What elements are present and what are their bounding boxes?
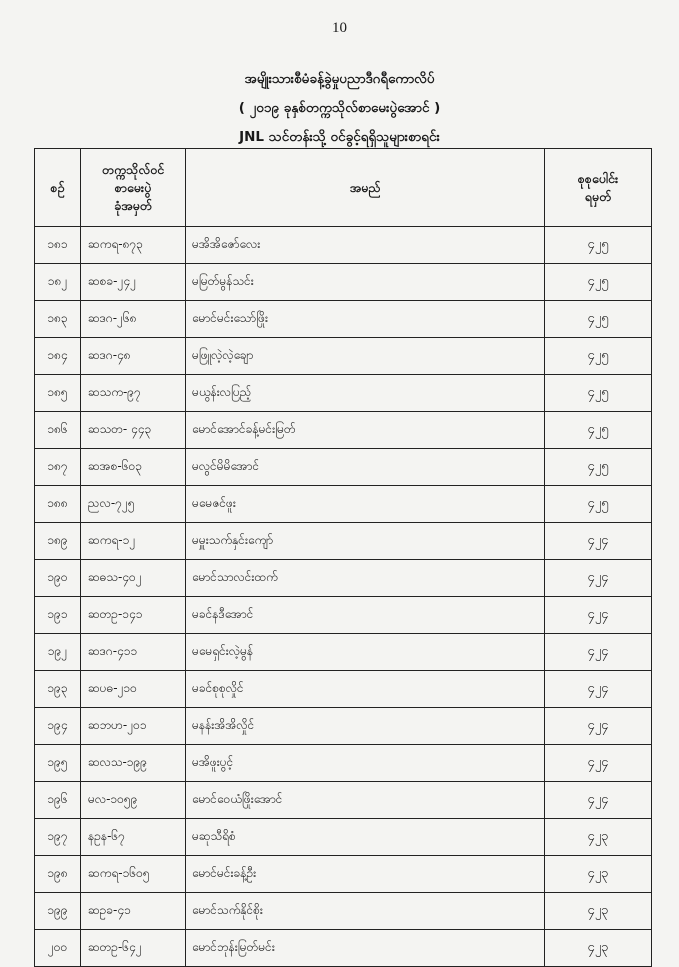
marks-value: ၄၂၅ bbox=[587, 310, 609, 326]
cell-name: မခင်စုစုလှိုင် bbox=[186, 671, 545, 708]
table-row bbox=[35, 227, 652, 264]
cell-roll-number: မလ-၁၀၅၉ bbox=[81, 782, 186, 819]
cell-serial-number: ၁၉၆ bbox=[35, 782, 81, 819]
cell-serial-number: ၁၈၁ bbox=[35, 227, 81, 264]
cell-name: မအိအိဇော်လေး bbox=[186, 227, 545, 264]
cell-total-marks bbox=[545, 375, 652, 412]
cell-total-marks bbox=[545, 486, 652, 523]
cell-name: မောင်ဝေယံဖြိုးအောင် bbox=[186, 782, 545, 819]
cell-name: မနန်းအိအိလှိုင် bbox=[186, 708, 545, 745]
cell-name: မယွန်းလပြည့် bbox=[186, 375, 545, 412]
marks-value: ၄၂၃ bbox=[587, 902, 609, 918]
cell-total-marks bbox=[545, 264, 652, 301]
table-row bbox=[35, 782, 652, 819]
cell-total-marks bbox=[545, 412, 652, 449]
table-row bbox=[35, 708, 652, 745]
cell-total-marks bbox=[545, 560, 652, 597]
table-row bbox=[35, 856, 652, 893]
cell-serial-number: ၁၈၇ bbox=[35, 449, 81, 486]
marks-value: ၄၂၅ bbox=[587, 384, 609, 400]
cell-name: မဆုသီရိစံ bbox=[186, 819, 545, 856]
header-roll-number bbox=[81, 149, 186, 227]
cell-name: မောင်သာလင်းထက် bbox=[186, 560, 545, 597]
table-row bbox=[35, 264, 652, 301]
cell-total-marks bbox=[545, 782, 652, 819]
document-title-line-3: JNL သင်တန်းသို့ ဝင်ခွင့်ရရှိသူများစာရင်း bbox=[239, 129, 440, 145]
cell-roll-number: ညလ-၇၂၅ bbox=[81, 486, 186, 523]
cell-roll-number: ဆတဥ-၆၄၂ bbox=[81, 930, 186, 967]
table-row bbox=[35, 301, 652, 338]
cell-serial-number: ၁၈၈ bbox=[35, 486, 81, 523]
table-body bbox=[35, 227, 652, 967]
cell-roll-number: ဆကရ-၁၆၀၅ bbox=[81, 856, 186, 893]
cell-roll-number: ဆဓသ-၄၀၂ bbox=[81, 560, 186, 597]
cell-serial-number: ၁၉၈ bbox=[35, 856, 81, 893]
cell-serial-number: ၁၉၉ bbox=[35, 893, 81, 930]
cell-roll-number: ဆသတ- ၄၄၃ bbox=[81, 412, 186, 449]
cell-total-marks bbox=[545, 338, 652, 375]
table-row bbox=[35, 486, 652, 523]
table-row bbox=[35, 597, 652, 634]
cell-name: မဖြူလဲ့လဲ့ချော bbox=[186, 338, 545, 375]
cell-name: မောင်မင်းခန့်ဦး bbox=[186, 856, 545, 893]
marks-value: ၄၂၄ bbox=[587, 532, 609, 548]
header-roll-line-3: ခုံအမှတ် bbox=[114, 197, 152, 213]
table-row bbox=[35, 560, 652, 597]
cell-name: မောင်အောင်ခန့်မင်းမြတ် bbox=[186, 412, 545, 449]
table-row bbox=[35, 412, 652, 449]
cell-total-marks bbox=[545, 671, 652, 708]
table-row bbox=[35, 930, 652, 967]
cell-name: မလွင်မိမိအောင် bbox=[186, 449, 545, 486]
document-title-line-1: အမျိုးသားစီမံခန့်ခွဲမှုပညာဒီဂရီကောလိပ် bbox=[244, 71, 435, 87]
marks-value: ၄၂၄ bbox=[587, 717, 609, 733]
cell-roll-number: ဆဒဂ-၄၁၁ bbox=[81, 634, 186, 671]
marks-value: ၄၂၅ bbox=[587, 347, 609, 363]
cell-roll-number: ဆကရ-၁၂ bbox=[81, 523, 186, 560]
table-row bbox=[35, 671, 652, 708]
cell-total-marks bbox=[545, 597, 652, 634]
marks-value: ၄၂၄ bbox=[587, 680, 609, 696]
cell-serial-number: ၁၈၅ bbox=[35, 375, 81, 412]
table-row bbox=[35, 634, 652, 671]
cell-roll-number: ဆဥခ-၄၁ bbox=[81, 893, 186, 930]
cell-serial-number: ၁၉၃ bbox=[35, 671, 81, 708]
cell-total-marks bbox=[545, 893, 652, 930]
cell-total-marks bbox=[545, 745, 652, 782]
cell-total-marks bbox=[545, 708, 652, 745]
cell-total-marks bbox=[545, 634, 652, 671]
results-table bbox=[34, 148, 652, 967]
header-roll-line-2: စာမေးပွဲ bbox=[114, 179, 152, 195]
cell-roll-number: ဆဘဟ-၂၀၁ bbox=[81, 708, 186, 745]
cell-roll-number: နဥန-၆၇ bbox=[81, 819, 186, 856]
document-title-line-2: ( ၂၀၁၉ ခုနှစ်တက္ကသိုလ်စာမေးပွဲအောင် ) bbox=[238, 100, 441, 116]
header-marks-line-1: စုစုပေါင်း bbox=[577, 170, 619, 186]
header-name: အမည် bbox=[186, 149, 545, 227]
cell-serial-number: ၁၉၄ bbox=[35, 708, 81, 745]
marks-value: ၄၂၃ bbox=[587, 939, 609, 955]
cell-name: မောင်ဘုန်းမြတ်မင်း bbox=[186, 930, 545, 967]
cell-roll-number: ဆတဥ-၁၄၁ bbox=[81, 597, 186, 634]
table-header-row bbox=[35, 149, 652, 227]
cell-roll-number: ဆဒဂ-၄၈ bbox=[81, 338, 186, 375]
cell-serial-number: ၁၉၂ bbox=[35, 634, 81, 671]
cell-total-marks bbox=[545, 523, 652, 560]
marks-value: ၄၂၅ bbox=[587, 273, 609, 289]
cell-name: မမေဇင်ဖူး bbox=[186, 486, 545, 523]
cell-serial-number: ၁၈၂ bbox=[35, 264, 81, 301]
page-number: 10 bbox=[332, 20, 347, 36]
marks-value: ၄၂၅ bbox=[587, 236, 609, 252]
cell-name: မခင်နဒီအောင် bbox=[186, 597, 545, 634]
table-row bbox=[35, 893, 652, 930]
cell-total-marks bbox=[545, 819, 652, 856]
marks-value: ၄၂၄ bbox=[587, 569, 609, 585]
cell-roll-number: ဆပဓ-၂၁၀ bbox=[81, 671, 186, 708]
cell-serial-number: ၁၈၄ bbox=[35, 338, 81, 375]
table-row bbox=[35, 523, 652, 560]
marks-value: ၄၂၅ bbox=[587, 458, 609, 474]
table-row bbox=[35, 375, 652, 412]
table-row bbox=[35, 819, 652, 856]
cell-total-marks bbox=[545, 930, 652, 967]
header-total-marks bbox=[545, 149, 652, 227]
cell-name: မအိဖူးပွင့် bbox=[186, 745, 545, 782]
cell-name: မောင်သက်နိုင်စိုး bbox=[186, 893, 545, 930]
cell-name: မမှူးသက်နှင်းကျော် bbox=[186, 523, 545, 560]
marks-value: ၄၂၄ bbox=[587, 754, 609, 770]
header-serial-number: စဉ် bbox=[35, 149, 81, 227]
cell-serial-number: ၁၈၃ bbox=[35, 301, 81, 338]
cell-serial-number: ၂၀၀ bbox=[35, 930, 81, 967]
cell-name: မမေရှင်းလဲ့မွန် bbox=[186, 634, 545, 671]
cell-total-marks bbox=[545, 449, 652, 486]
cell-serial-number: ၁၉၇ bbox=[35, 819, 81, 856]
cell-roll-number: ဆကရ-၈၇၃ bbox=[81, 227, 186, 264]
cell-roll-number: ဆအစ-၆၀၃ bbox=[81, 449, 186, 486]
header-marks-line-2: ရမှတ် bbox=[584, 188, 612, 204]
cell-name: မောင်မင်းသော်ဖြိုး bbox=[186, 301, 545, 338]
header-roll-line-1: တက္ကသိုလ်ဝင် bbox=[101, 161, 165, 177]
marks-value: ၄၂၅ bbox=[587, 421, 609, 437]
table-row bbox=[35, 338, 652, 375]
marks-value: ၄၂၄ bbox=[587, 791, 609, 807]
marks-value: ၄၂၄ bbox=[587, 606, 609, 622]
cell-total-marks bbox=[545, 856, 652, 893]
table-row bbox=[35, 745, 652, 782]
cell-roll-number: ဆဒဂ-၂၆၈ bbox=[81, 301, 186, 338]
cell-serial-number: ၁၈၆ bbox=[35, 412, 81, 449]
cell-serial-number: ၁၉၅ bbox=[35, 745, 81, 782]
cell-serial-number: ၁၉၀ bbox=[35, 560, 81, 597]
cell-roll-number: ဆစခ-၂၄၂ bbox=[81, 264, 186, 301]
cell-name: မမြတ်မွန်သင်း bbox=[186, 264, 545, 301]
cell-serial-number: ၁၈၉ bbox=[35, 523, 81, 560]
table-row bbox=[35, 449, 652, 486]
marks-value: ၄၂၃ bbox=[587, 865, 609, 881]
marks-value: ၄၂၅ bbox=[587, 495, 609, 511]
cell-total-marks bbox=[545, 301, 652, 338]
cell-roll-number: ဆလသ-၁၉၉ bbox=[81, 745, 186, 782]
marks-value: ၄၂၄ bbox=[587, 643, 609, 659]
cell-total-marks bbox=[545, 227, 652, 264]
cell-roll-number: ဆသက-၉၇ bbox=[81, 375, 186, 412]
marks-value: ၄၂၃ bbox=[587, 828, 609, 844]
cell-serial-number: ၁၉၁ bbox=[35, 597, 81, 634]
